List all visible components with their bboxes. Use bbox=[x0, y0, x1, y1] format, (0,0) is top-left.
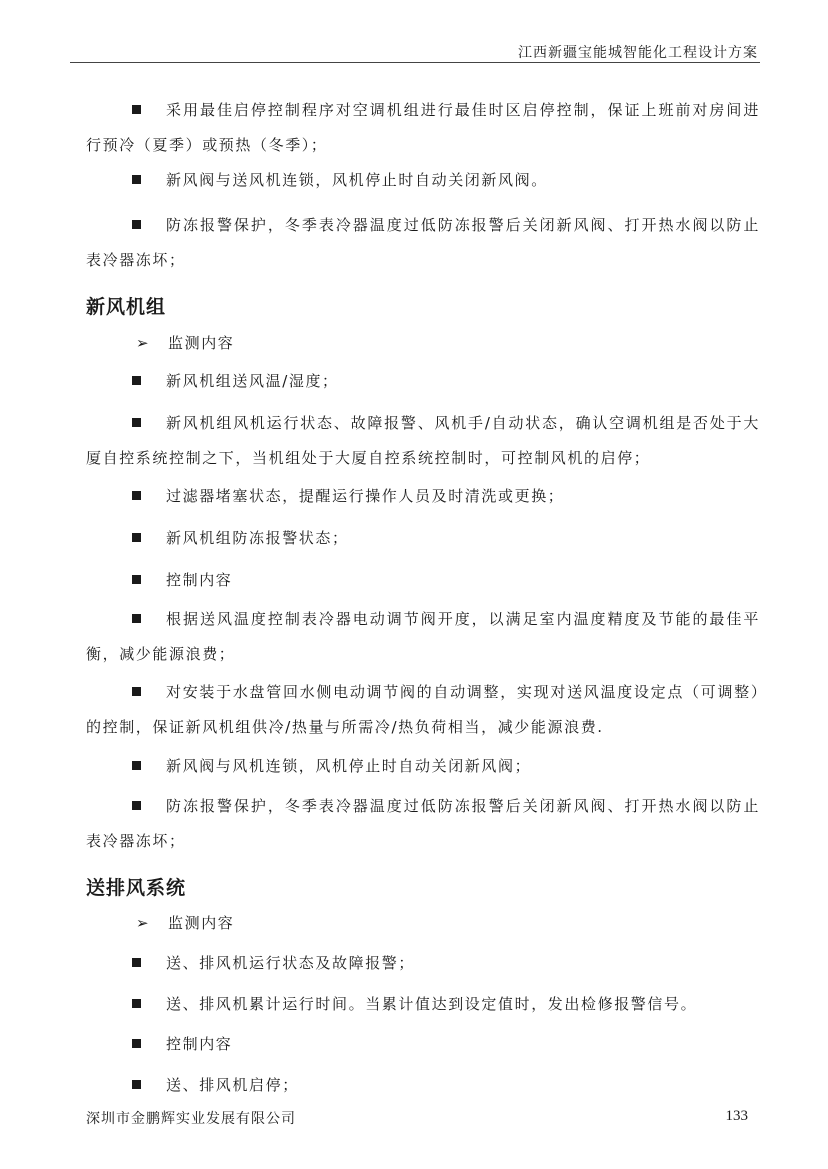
section-heading: 新风机组 bbox=[86, 296, 167, 318]
list-item: 新风阀与风机连锁，风机停止时自动关闭新风阀； bbox=[86, 749, 760, 784]
square-bullet-icon bbox=[85, 675, 165, 710]
arrow-right-icon: ➢ bbox=[136, 334, 151, 352]
square-bullet-icon bbox=[85, 749, 165, 784]
square-bullet-icon bbox=[85, 208, 165, 243]
list-item: 控制内容 bbox=[86, 1027, 760, 1062]
list-item: 新风机组送风温/湿度； bbox=[86, 364, 760, 399]
square-bullet-icon bbox=[85, 602, 165, 637]
list-item: 新风机组防冻报警状态； bbox=[86, 521, 760, 556]
square-bullet-icon bbox=[85, 1027, 165, 1062]
square-bullet-icon bbox=[85, 364, 165, 399]
page-number: 133 bbox=[725, 1108, 748, 1124]
arrow-right-icon: ➢ bbox=[136, 914, 151, 932]
list-item: 过滤器堵塞状态，提醒运行操作人员及时清洗或更换； bbox=[86, 479, 760, 514]
list-item: 新风机组风机运行状态、故障报警、风机手/自动状态，确认空调机组是否处于大厦自控系统控制之下，当机组处于大厦自控系统控制时，可控制风机的启停； bbox=[86, 406, 760, 476]
list-item: 根据送风温度控制表冷器电动调节阀开度，以满足室内温度精度及节能的最佳平衡，减少能源浪费； bbox=[86, 602, 760, 672]
footer-company: 深圳市金鹏辉实业发展有限公司 bbox=[86, 1111, 296, 1127]
square-bullet-icon bbox=[85, 406, 165, 441]
section-heading: 送排风系统 bbox=[86, 877, 187, 899]
list-item: 控制内容 bbox=[86, 563, 760, 598]
list-item: 送、排风机启停； bbox=[86, 1068, 760, 1103]
square-bullet-icon bbox=[85, 946, 165, 981]
square-bullet-icon bbox=[85, 987, 165, 1022]
sub-heading: ➢ 监测内容 bbox=[136, 914, 235, 932]
sub-heading: ➢ 监测内容 bbox=[136, 334, 235, 352]
list-item: 防冻报警保护，冬季表冷器温度过低防冻报警后关闭新风阀、打开热水阀以防止表冷器冻坏； bbox=[86, 789, 760, 859]
list-item: 对安装于水盘管回水侧电动调节阀的自动调整，实现对送风温度设定点（可调整）的控制，保证新风机组供冷/热量与所需冷/热负荷相当，减少能源浪费. bbox=[86, 675, 760, 745]
list-item: 送、排风机累计运行时间。当累计值达到设定值时，发出检修报警信号。 bbox=[86, 987, 760, 1022]
square-bullet-icon bbox=[85, 479, 165, 514]
header-divider bbox=[70, 62, 760, 63]
list-item: 防冻报警保护，冬季表冷器温度过低防冻报警后关闭新风阀、打开热水阀以防止表冷器冻坏； bbox=[86, 208, 760, 278]
square-bullet-icon bbox=[85, 1068, 165, 1103]
square-bullet-icon bbox=[85, 163, 165, 198]
list-item: 采用最佳启停控制程序对空调机组进行最佳时区启停控制，保证上班前对房间进行预冷（夏季）或预热（冬季）； bbox=[86, 93, 760, 163]
square-bullet-icon bbox=[85, 563, 165, 598]
list-item: 送、排风机运行状态及故障报警； bbox=[86, 946, 760, 981]
document-title: 江西新疆宝能城智能化工程设计方案 bbox=[518, 45, 758, 61]
square-bullet-icon bbox=[85, 789, 165, 824]
square-bullet-icon bbox=[85, 521, 165, 556]
list-item: 新风阀与送风机连锁，风机停止时自动关闭新风阀。 bbox=[86, 163, 760, 198]
square-bullet-icon bbox=[85, 93, 165, 128]
